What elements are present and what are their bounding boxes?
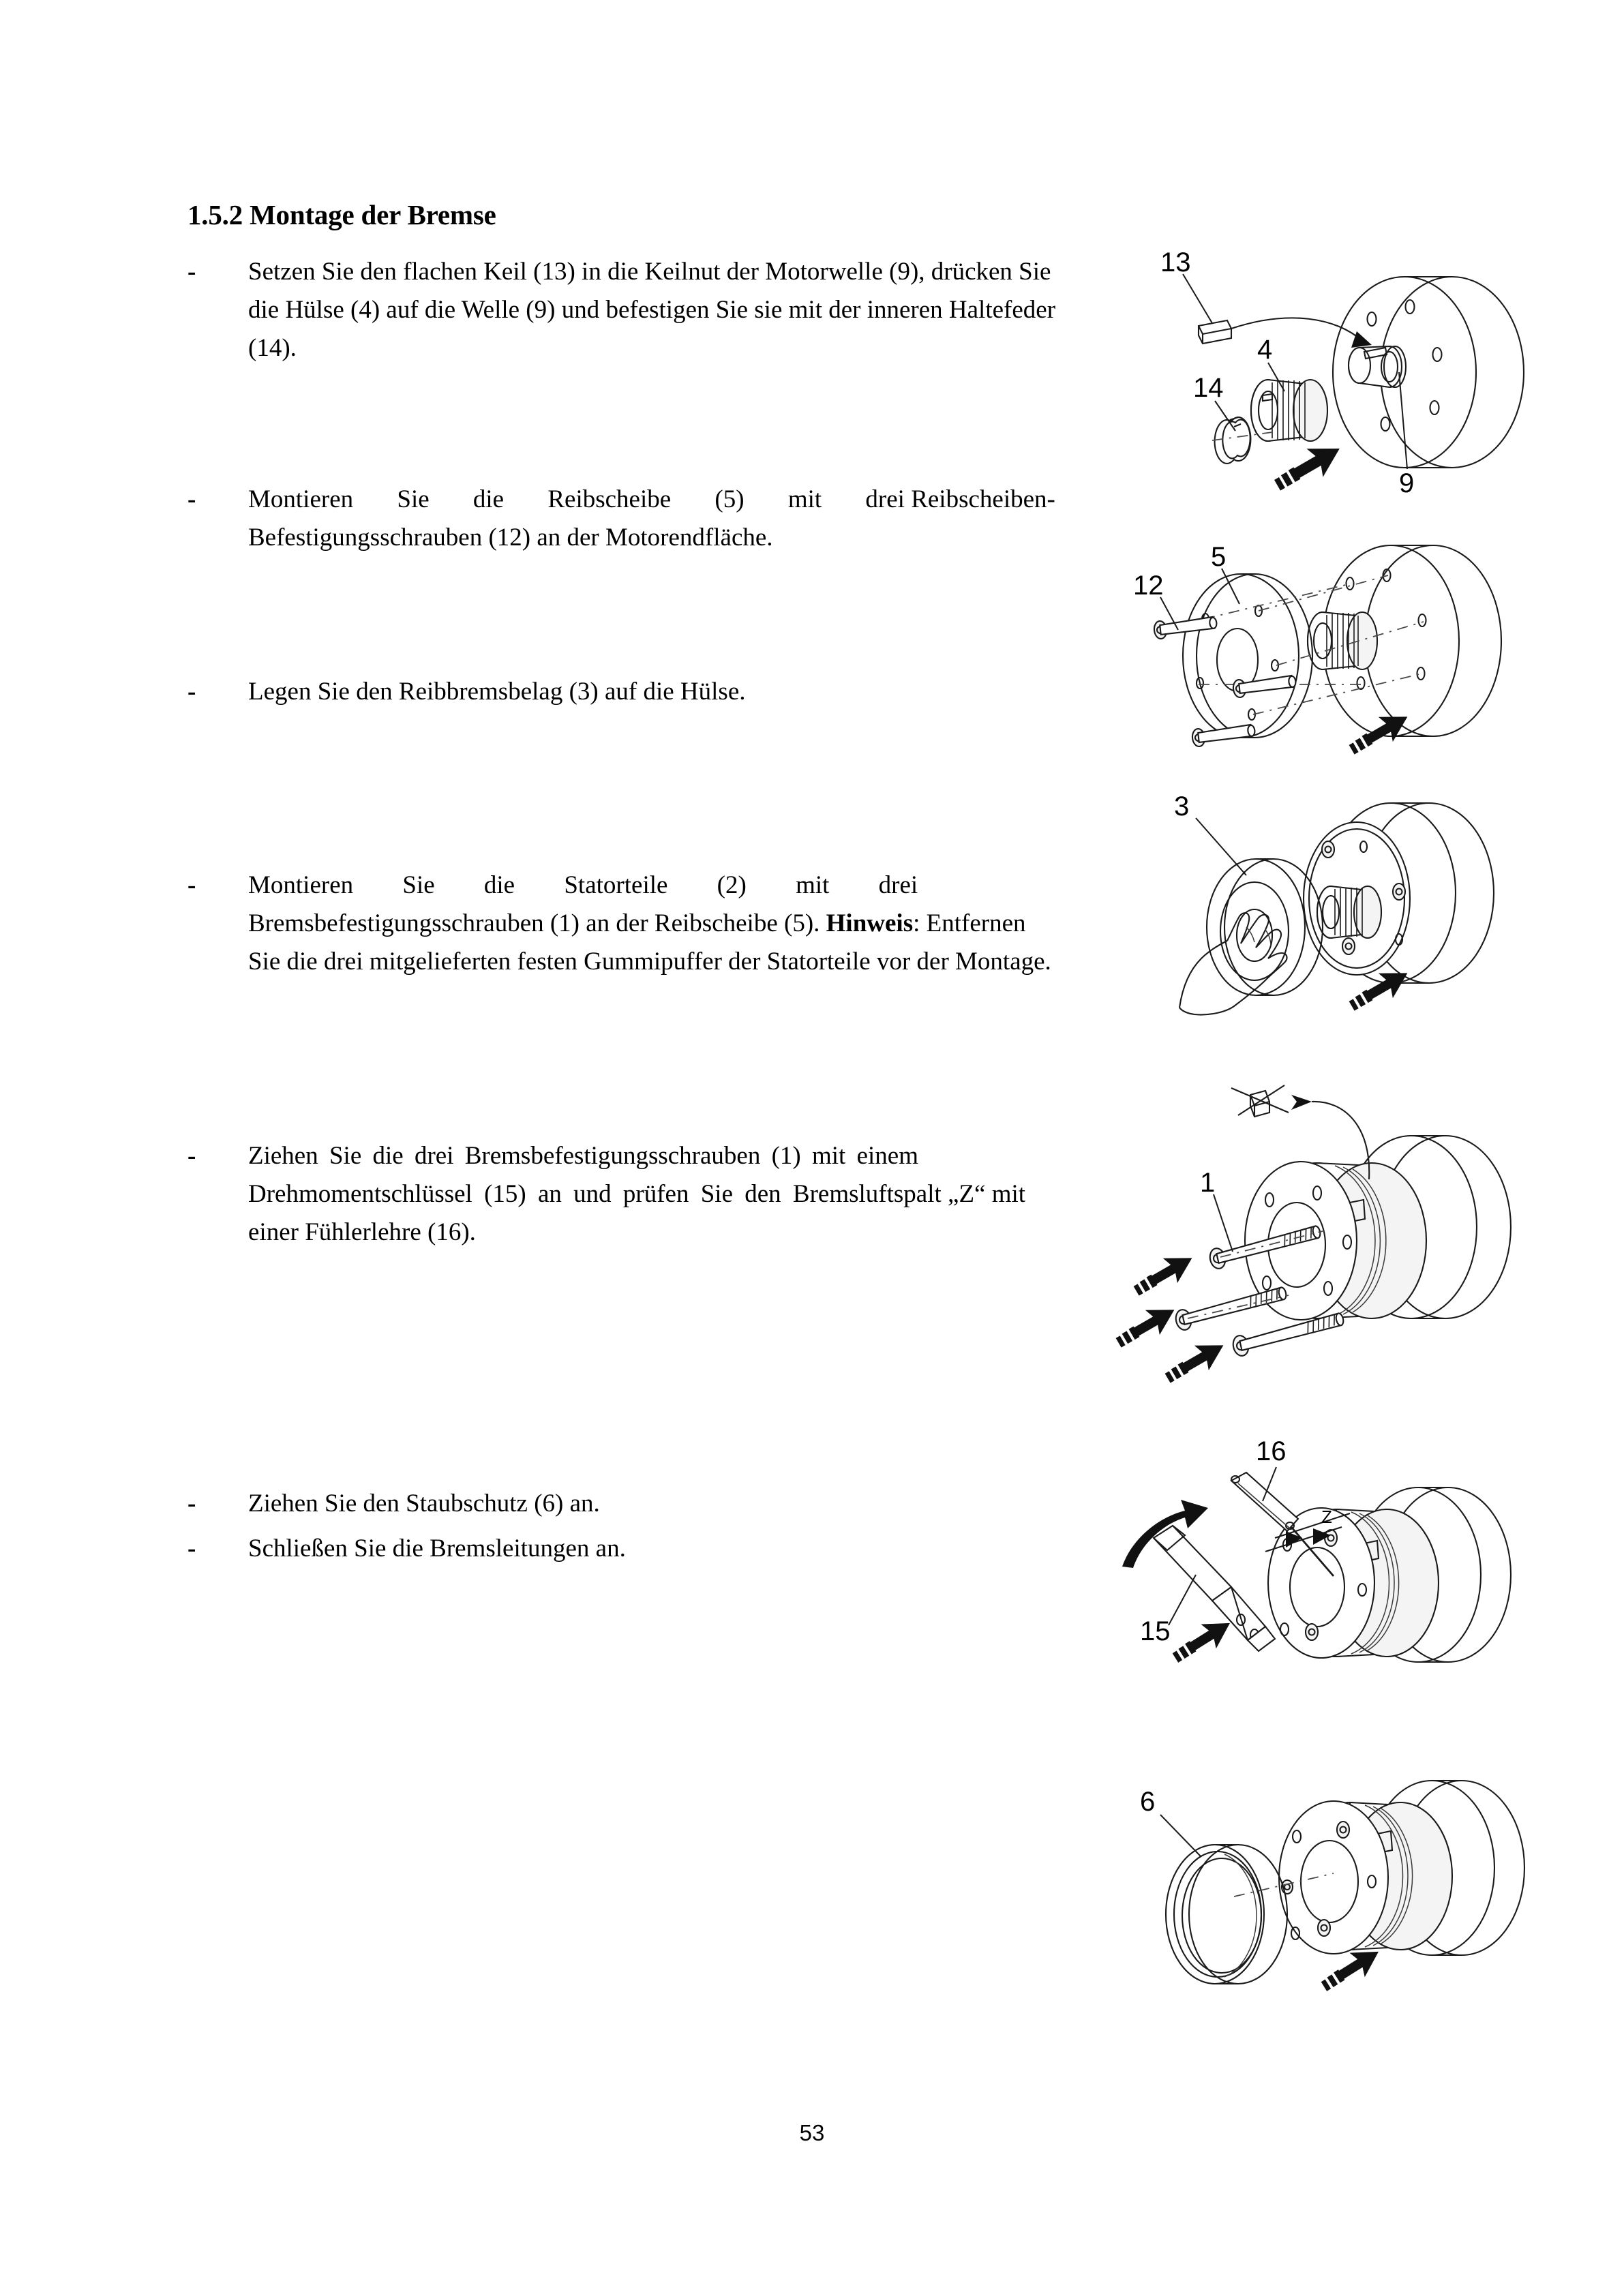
instruction-note-line: der Statorteile vor der Montage.: [728, 948, 1051, 976]
instruction-step: [187, 866, 1057, 981]
figure-dust-cover: [1125, 1745, 1548, 2018]
figure-torque-wrench-gauge: [1104, 1404, 1541, 1677]
bullet-dash: -: [187, 1490, 196, 1518]
callout-16: 16: [1256, 1436, 1287, 1466]
instruction-line: Montieren Sie die Statorteile (2) mit drei: [248, 871, 918, 900]
bullet-dash: -: [187, 1535, 196, 1563]
figure-friction-disc: [1118, 539, 1554, 770]
bullet-dash: -: [187, 258, 196, 286]
instruction-step: [187, 1137, 1057, 1252]
instruction-line: Drehmomentschlüssel (15) an und prüfen Sie den Bremsluftspalt: [248, 1180, 942, 1209]
callout-14: 14: [1193, 373, 1224, 403]
instruction-line: Ziehen Sie die drei Bremsbefestigungsschrauben (1) mit einem: [248, 1142, 918, 1170]
instruction-line: Setzen Sie den flachen Keil (13) in die Keilnut der Motorwelle (9),: [248, 258, 925, 286]
callout-13: 13: [1160, 247, 1191, 277]
page-number: 53: [799, 2120, 825, 2145]
instruction-line: Reibscheiben-Befestigungsschrauben (12) an der Motorendfläche.: [248, 485, 1055, 552]
figure-brake-lining: [1159, 791, 1541, 1029]
callout-z: Z: [1321, 1507, 1332, 1527]
callout-3: 3: [1174, 791, 1190, 821]
bullet-dash: -: [187, 485, 196, 514]
instruction-line: Legen Sie den Reibbremsbelag (3) auf die Hülse.: [248, 678, 746, 706]
bullet-dash: -: [187, 678, 196, 706]
figure-brake-hub-key: [1132, 239, 1554, 504]
instruction-text: [248, 258, 1055, 362]
instruction-text: [248, 1490, 600, 1517]
instruction-line: Bremsbefestigungsschrauben (1) an der Reibscheibe (5).: [248, 909, 820, 938]
instruction-text: [248, 678, 746, 706]
instruction-text: [248, 1535, 626, 1562]
callout-6: 6: [1140, 1787, 1156, 1817]
page-title: 1.5.2 Montage der Bremse: [187, 199, 496, 230]
instruction-line: Montieren Sie die Reibscheibe (5) mit drei: [248, 485, 905, 514]
text-column: [187, 198, 1057, 1568]
instruction-text: [248, 485, 1055, 552]
callout-12: 12: [1133, 571, 1164, 601]
instruction-line: Ziehen Sie den Staubschutz (6) an.: [248, 1490, 600, 1518]
instruction-line: „Z“ mit einer Fühlerlehre (16).: [248, 1180, 1026, 1247]
instruction-step: [187, 481, 1057, 557]
bullet-dash: -: [187, 1142, 196, 1170]
instruction-step: [187, 1485, 1057, 1523]
instruction-step: [187, 1530, 1057, 1568]
callout-9: 9: [1399, 468, 1415, 498]
callout-1: 1: [1200, 1168, 1216, 1198]
instruction-line: Schließen Sie die Bremsleitungen an.: [248, 1535, 626, 1563]
callout-5: 5: [1211, 542, 1227, 572]
instruction-step: [187, 253, 1057, 367]
instruction-line: drücken Sie die Hülse (4) auf die Welle (9) und befestigen Sie sie: [248, 258, 1051, 324]
bullet-dash: -: [187, 871, 196, 900]
instruction-text: [248, 1142, 1025, 1246]
instruction-line: mit der inneren Haltefeder (14).: [248, 296, 1056, 363]
callout-4: 4: [1257, 335, 1273, 365]
note-label: Hinweis: [826, 909, 914, 938]
figure-stator-screws: [1118, 1070, 1541, 1363]
note-text: : Entfernen Sie die drei mitgelieferten festen Gummipuffer: [248, 909, 1026, 976]
instruction-text: [248, 871, 1051, 976]
instruction-step: [187, 673, 1057, 711]
callout-15: 15: [1140, 1616, 1171, 1646]
